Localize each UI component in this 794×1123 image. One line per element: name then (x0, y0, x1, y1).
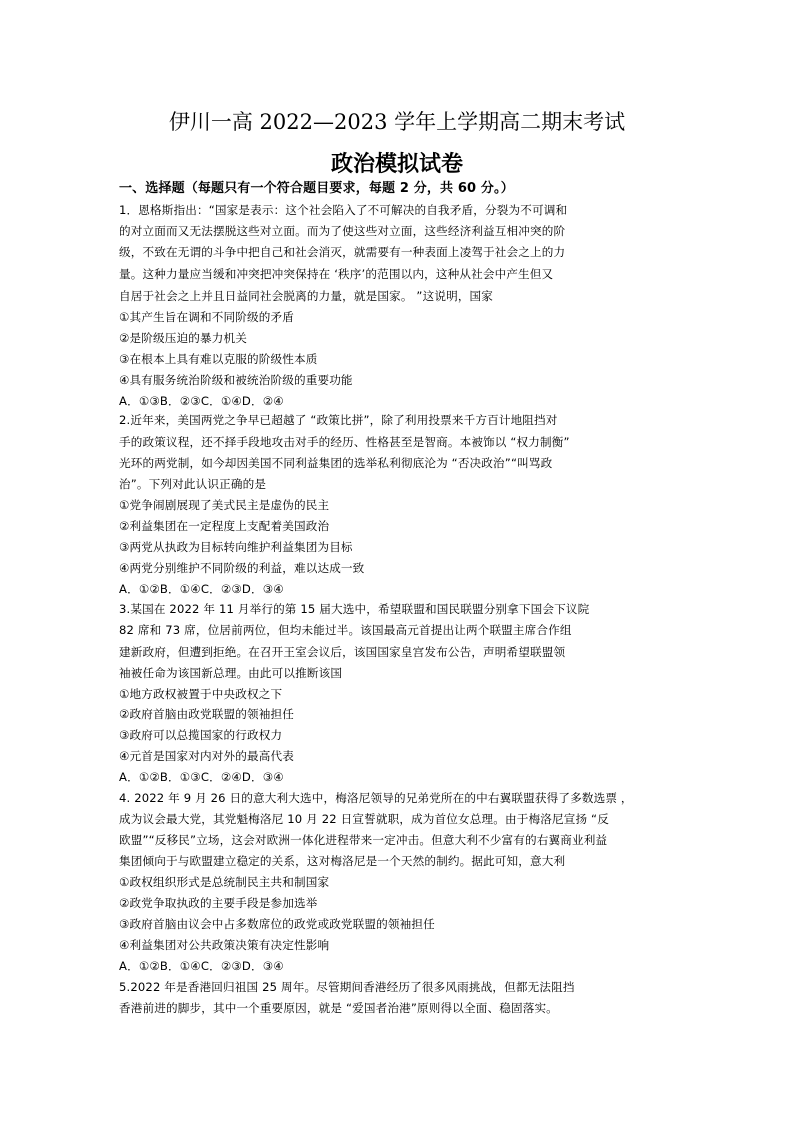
text-line: 82 席和 73 席，位居前两位，但均未能过半。该国最高元首提出让两个联盟主席合作组 (119, 623, 572, 637)
section-heading: 一、选择题（每题只有一个符合题目要求，每题 2 分，共 60 分。） (119, 181, 514, 196)
text-line: ②政府首脑由政党联盟的领袖担任 (119, 707, 294, 721)
text-line: 集团倾向于与欧盟建立稳定的关系，这对梅洛尼是一个天然的制约。据此可知，意大利 (119, 854, 566, 868)
text-line: ④元首是国家对内对外的最高代表 (119, 749, 294, 763)
text-line: 香港前进的脚步，其中一个重要原因，就是 “爱国者治港”原则得以全面、稳固落实。 (119, 1001, 558, 1015)
text-line: A．①②B．①③C．②④D．③④ (119, 770, 284, 784)
text-line: ③政府可以总揽国家的行政权力 (119, 728, 283, 742)
text-line: ②利益集团在一定程度上支配着美国政治 (119, 519, 330, 533)
text-line: ①其产生旨在调和不同阶级的矛盾 (119, 310, 294, 324)
text-line: 袖被任命为该国新总理。由此可以推断该国 (119, 666, 343, 680)
text-line: ③政府首脑由议会中占多数席位的政党或政党联盟的领袖担任 (119, 917, 435, 931)
text-line: 5.2022 年是香港回归祖国 25 周年。尽管期间香港经历了很多风雨挑战，但都无法阻挡 (119, 980, 575, 994)
text-line: 量。这种力量应当缓和冲突把冲突保持在 ‘秩序’的范围以内，这种从社会中产生但又 (119, 267, 554, 281)
text-line: A．①②B．①④C．②③D．③④ (119, 959, 284, 973)
text-line: ②政党争取执政的主要手段是参加选举 (119, 896, 318, 910)
text-line: ①地方政权被置于中央政权之下 (119, 687, 283, 701)
text-line: 4. 2022 年 9 月 26 日的意大利大选中，梅洛尼领导的兄弟党所在的中右翼联盟获得了多数选票 ， (119, 791, 633, 805)
text-line: ①党争闹剧展现了美式民主是虚伪的民主 (119, 498, 330, 512)
text-line: ③两党从执政为目标转向维护利益集团为目标 (119, 540, 353, 554)
text-line: 手的政策议程，还不择手段地攻击对手的经历、性格甚至是智商。本被饰以 “权力制衡” (119, 435, 570, 449)
text-line: 欧盟”“反移民”立场，这会对欧洲一体化进程带来一定冲击。但意大利不少富有的右翼商业利益 (119, 833, 608, 847)
exam-title: 伊川一高 2022—2023 学年上学期高二期末考试 (168, 110, 626, 134)
text-line: 2.近年来，美国两党之争早已超越了 “政策比拼”，除了利用投票来千方百计地阻挡对 (119, 413, 558, 427)
text-line: ③在根本上具有难以克服的阶级性本质 (119, 352, 318, 366)
text-line: ④两党分别维护不同阶级的利益，难以达成一致 (119, 561, 365, 575)
text-line: ②是阶级压迫的暴力机关 (119, 331, 247, 345)
exam-subtitle: 政治模拟试卷 (330, 152, 463, 177)
text-line: A．①②B．①④C．②③D．③④ (119, 582, 284, 596)
text-line: 建新政府，但遭到拒绝。在召开王室会议后，该国国家皇宫发布公告，声明希望联盟领 (119, 645, 566, 659)
text-line: ④利益集团对公共政策决策有决定性影响 (119, 938, 330, 952)
text-line: 治”。下列对此认识正确的是 (119, 477, 267, 491)
text-line: 成为议会最大党，其党魁梅洛尼 10 月 22 日宣誓就职，成为首位女总理。由于梅洛尼宣扬 “反 (119, 812, 609, 826)
text-line: 光环的两党制，如今却因美国不同利益集团的选举私利彻底沦为 “否决政治”“叫骂政 (119, 456, 553, 470)
text-line: ①政权组织形式是总统制民主共和制国家 (119, 875, 330, 889)
text-line: 的对立面而又无法摆脱这些对立面。而为了使这些对立面，这些经济利益互相冲突的阶 (119, 224, 566, 238)
text-line: 3.某国在 2022 年 11 月举行的第 15 届大选中，希望联盟和国民联盟分别拿下国会下议院 (119, 602, 590, 616)
text-line: 级，不致在无谓的斗争中把自己和社会消灭，就需要有一种表面上凌驾于社会之上的力 (119, 245, 566, 259)
text-line: ④具有服务统治阶级和被统治阶级的重要功能 (119, 373, 353, 387)
text-line: 自居于社会之上并且日益同社会脱离的力量，就是国家。 ”这说明，国家 (119, 289, 494, 303)
text-line: A．①③B．②③C．①④D．②④ (119, 394, 284, 408)
text-line: 1．恩格斯指出：“国家是表示：这个社会陷入了不可解决的自我矛盾，分裂为不可调和 (119, 203, 568, 217)
